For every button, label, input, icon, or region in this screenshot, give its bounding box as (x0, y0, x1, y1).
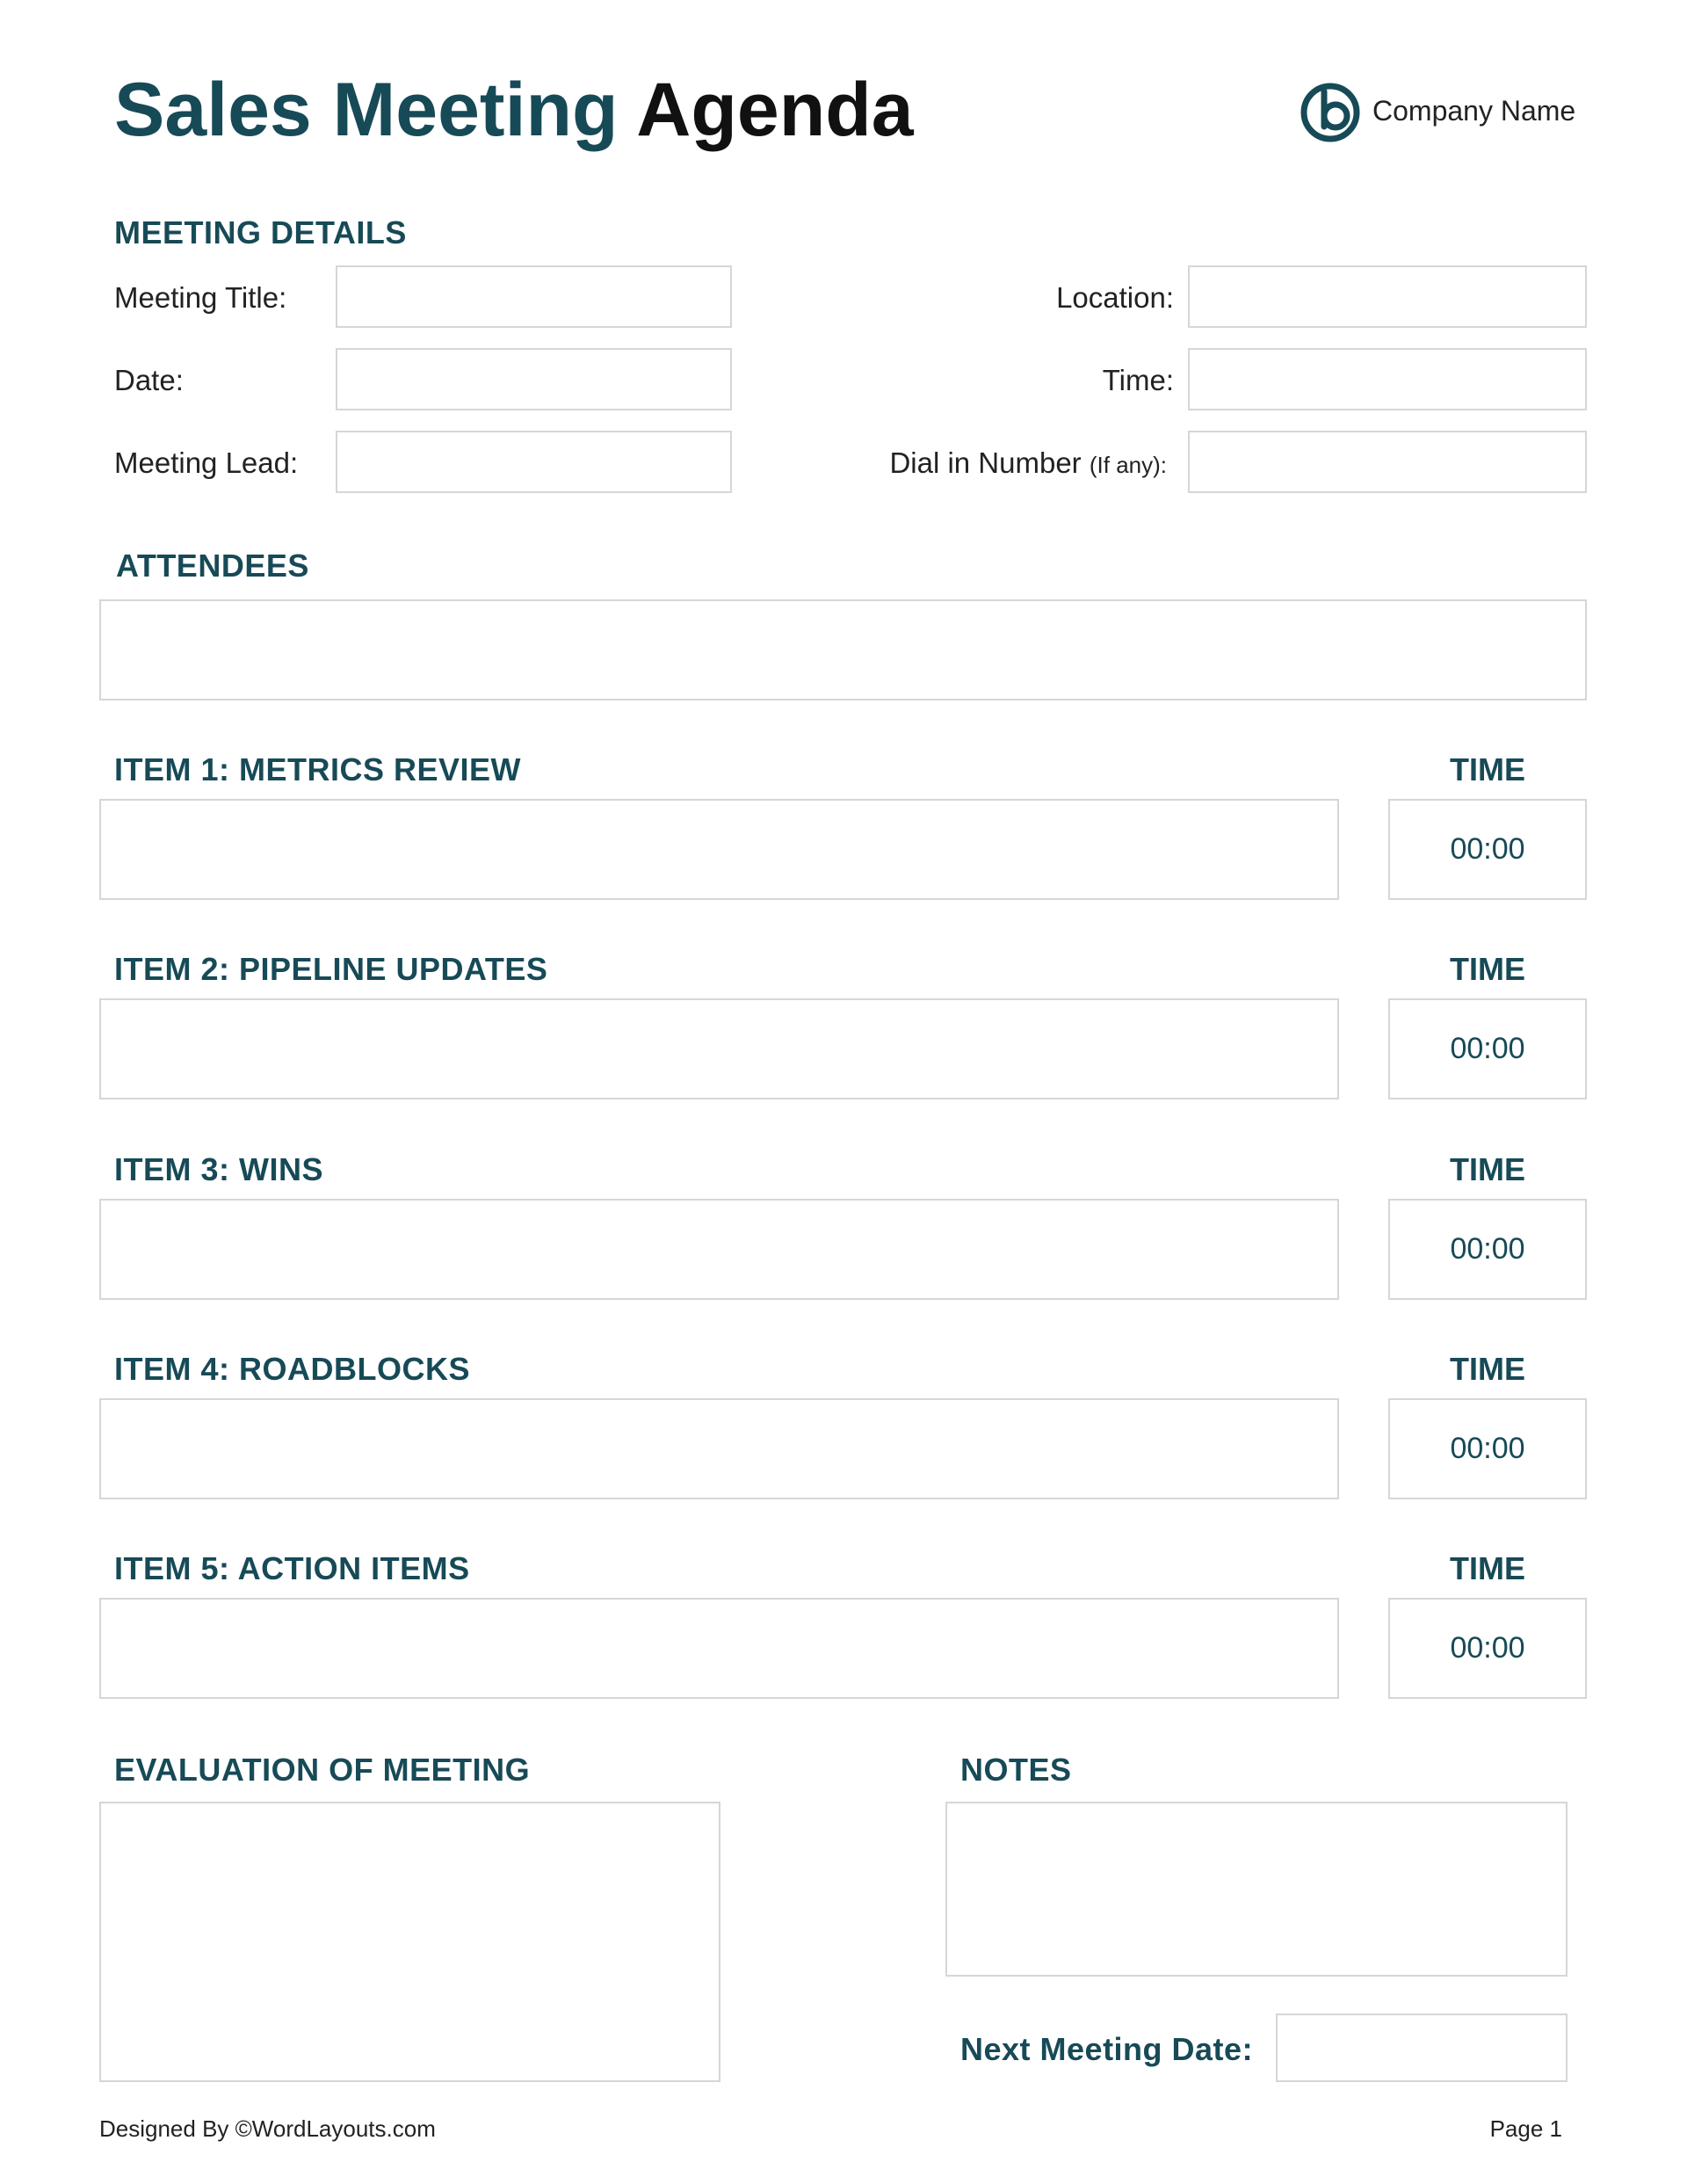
item-5-time-field[interactable] (1388, 1598, 1587, 1699)
item-2-heading: ITEM 2: PIPELINE UPDATES (114, 951, 548, 987)
company-logo-icon (1299, 81, 1362, 144)
meeting-details-heading: MEETING DETAILS (114, 214, 407, 250)
evaluation-field[interactable] (99, 1802, 720, 2082)
item-3-time-field[interactable] (1388, 1199, 1587, 1300)
item-1-field[interactable] (99, 799, 1339, 900)
attendees-field[interactable] (99, 599, 1587, 700)
time-label: Time: (1102, 364, 1174, 396)
company-name: Company Name (1372, 95, 1576, 127)
location-field[interactable] (1188, 265, 1587, 328)
item-1-time-field[interactable] (1388, 799, 1587, 900)
date-label: Date: (114, 364, 184, 396)
item-4-field[interactable] (99, 1398, 1339, 1499)
meeting-lead-label: Meeting Lead: (114, 446, 299, 479)
dial-in-note: (If any): (1089, 452, 1167, 478)
meeting-lead-field[interactable] (336, 431, 732, 493)
item-3-heading: ITEM 3: WINS (114, 1151, 323, 1187)
page-title (114, 67, 914, 154)
item-1-time-heading: TIME (1450, 751, 1525, 787)
item-4-time-value: 00:00 (1450, 1432, 1525, 1465)
next-meeting-date-field[interactable] (1276, 2013, 1568, 2082)
notes-field[interactable] (945, 1802, 1568, 1977)
company-logo (1299, 81, 1589, 144)
title-dark: Agenda (636, 68, 914, 152)
item-5-heading: ITEM 5: ACTION ITEMS (114, 1550, 470, 1586)
item-2-time-field[interactable] (1388, 998, 1587, 1099)
item-5-field[interactable] (99, 1598, 1339, 1699)
evaluation-heading: EVALUATION OF MEETING (114, 1752, 531, 1788)
item-2-field[interactable] (99, 998, 1339, 1099)
attendees-heading: ATTENDEES (116, 548, 309, 584)
item-4-heading: ITEM 4: ROADBLOCKS (114, 1351, 470, 1387)
item-3-time-value: 00:00 (1450, 1232, 1525, 1266)
location-label: Location: (1056, 281, 1174, 314)
date-field[interactable] (336, 348, 732, 410)
dial-in-label (889, 446, 1167, 480)
item-2-time-heading: TIME (1450, 951, 1525, 987)
meeting-title-label: Meeting Title: (114, 281, 287, 314)
footer-credit: Designed By ©WordLayouts.com (99, 2115, 436, 2142)
title-accent: Sales Meeting (114, 68, 619, 152)
dial-in-field[interactable] (1188, 431, 1587, 493)
notes-heading: NOTES (960, 1752, 1072, 1788)
item-1-heading: ITEM 1: METRICS REVIEW (114, 751, 522, 787)
item-5-time-value: 00:00 (1450, 1631, 1525, 1665)
item-3-time-heading: TIME (1450, 1151, 1525, 1187)
meeting-title-field[interactable] (336, 265, 732, 328)
page-number: Page 1 (1489, 2115, 1562, 2142)
dial-in-label-text: Dial in Number (889, 446, 1082, 479)
item-5-time-heading: TIME (1450, 1550, 1525, 1586)
item-2-time-value: 00:00 (1450, 1032, 1525, 1065)
next-meeting-label: Next Meeting Date: (960, 2031, 1254, 2067)
item-3-field[interactable] (99, 1199, 1339, 1300)
time-field[interactable] (1188, 348, 1587, 410)
item-1-time-value: 00:00 (1450, 832, 1525, 866)
item-4-time-heading: TIME (1450, 1351, 1525, 1387)
item-4-time-field[interactable] (1388, 1398, 1587, 1499)
